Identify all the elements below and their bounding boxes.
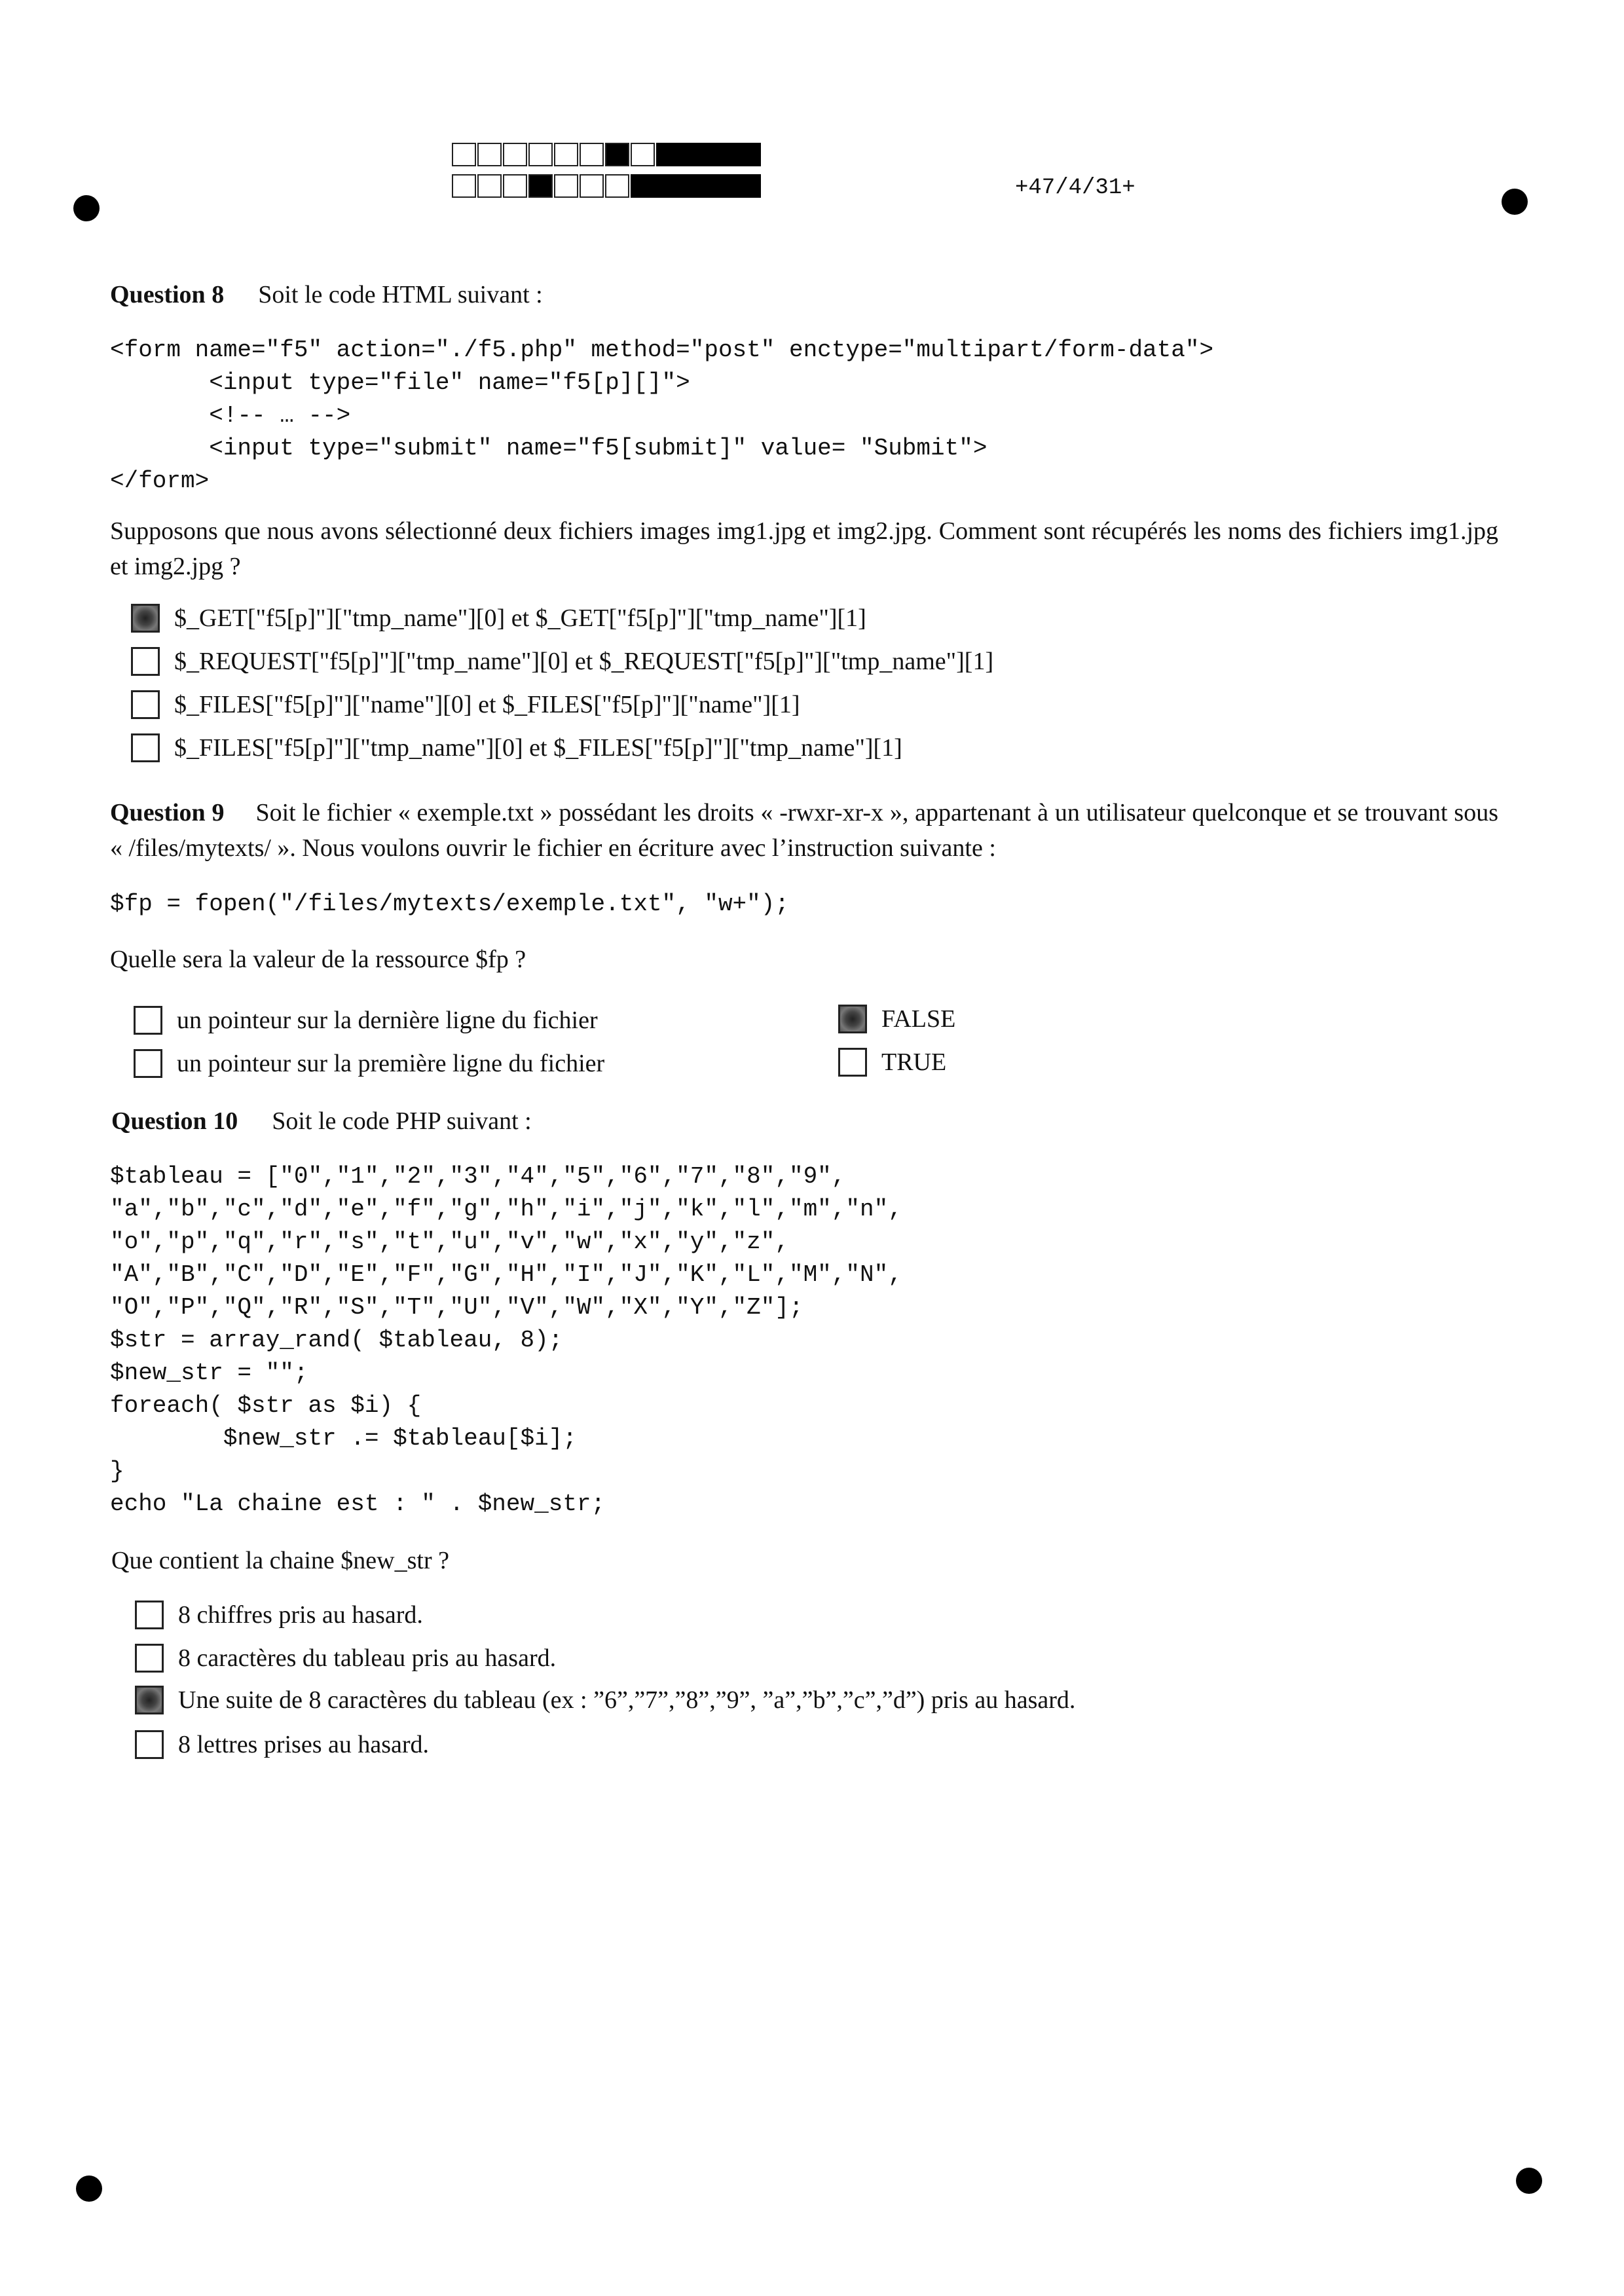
checkbox[interactable]: [135, 1601, 164, 1629]
checkbox[interactable]: [134, 1049, 162, 1078]
option-label: Une suite de 8 caractères du tableau (ex : ”6”,”7”,”8”,”9”, ”a”,”b”,”c”,”d”) pris au hasard.: [178, 1686, 1076, 1714]
code-line: "a","b","c","d","e","f","g","h","i","j","k","l","m","n",: [110, 1196, 902, 1223]
checkbox[interactable]: [135, 1730, 164, 1759]
option-label: $_GET["f5[p]"]["tmp_name"][0] et $_GET["f5[p]"]["tmp_name"][1]: [174, 604, 866, 632]
question-9-header: [110, 795, 1498, 866]
checkbox-checked[interactable]: [135, 1686, 164, 1714]
question-10-option-4[interactable]: [135, 1730, 429, 1759]
checkbox[interactable]: [131, 733, 160, 762]
code-line: "A","B","C","D","E","F","G","H","I","J","K","L","M","N",: [110, 1261, 902, 1288]
question-8-intro: Soit le code HTML suivant :: [258, 281, 543, 308]
code-line: echo "La chaine est : " . $new_str;: [110, 1491, 606, 1517]
checkbox[interactable]: [134, 1006, 162, 1035]
question-9-code: $fp = fopen("/files/mytexts/exemple.txt", "w+");: [110, 891, 789, 917]
question-10-question: Que contient la chaine $new_str ?: [111, 1547, 449, 1574]
question-9-option-4[interactable]: [838, 1048, 946, 1077]
checkbox-checked[interactable]: [838, 1005, 867, 1033]
option-label: 8 caractères du tableau pris au hasard.: [178, 1644, 557, 1672]
question-10-code: [110, 1160, 902, 1521]
code-line: $tableau = ["0","1","2","3","4","5","6","7","8","9",: [110, 1163, 846, 1190]
question-10-header: [111, 1107, 532, 1136]
question-9-intro: Soit le fichier « exemple.txt » possédant les droits « -rwxr-xr-x », appartenant à un utilisateur quelconque et se trouvant sous « /files/mytexts/ ». Nous voulons ouvrir le fichier en écriture avec l’instruction suivante :: [110, 799, 1498, 862]
code-line: }: [110, 1458, 124, 1485]
code-line: <!-- … -->: [110, 402, 351, 429]
registration-mark-bottom-left: [76, 2176, 102, 2202]
checkbox[interactable]: [135, 1644, 164, 1673]
checkbox[interactable]: [838, 1048, 867, 1077]
question-10-number: Question 10: [111, 1107, 238, 1135]
registration-mark-bottom-right: [1516, 2168, 1542, 2194]
question-9-option-2[interactable]: [134, 1049, 604, 1078]
question-10-option-1[interactable]: [135, 1601, 423, 1629]
question-8-option-1[interactable]: [131, 604, 866, 633]
code-line: $new_str = "";: [110, 1360, 308, 1386]
option-label: un pointeur sur la première ligne du fichier: [177, 1050, 605, 1077]
question-10-intro: Soit le code PHP suivant :: [272, 1107, 532, 1135]
option-label: TRUE: [881, 1048, 947, 1076]
question-10-option-3[interactable]: [135, 1686, 1075, 1714]
code-line: $new_str .= $tableau[$i];: [110, 1425, 577, 1452]
option-label: 8 chiffres pris au hasard.: [178, 1601, 423, 1629]
code-line: <input type="file" name="f5[p][]">: [110, 369, 690, 396]
code-line: $str = array_rand( $tableau, 8);: [110, 1327, 563, 1354]
registration-mark-top-left: [73, 195, 100, 221]
checkbox[interactable]: [131, 690, 160, 719]
code-line: "O","P","Q","R","S","T","U","V","W","X","Y","Z"];: [110, 1294, 803, 1321]
question-8-option-2[interactable]: [131, 647, 993, 676]
code-line: <form name="f5" action="./f5.php" method="post" enctype="multipart/form-data">: [110, 337, 1214, 363]
option-label: FALSE: [881, 1005, 956, 1033]
question-8-code: [110, 334, 1213, 498]
page-identifier: +47/4/31+: [1015, 176, 1135, 200]
code-line: foreach( $str as $i) {: [110, 1392, 422, 1419]
code-line: "o","p","q","r","s","t","u","v","w","x","y","z",: [110, 1229, 789, 1255]
question-9-question: Quelle sera la valeur de la ressource $fp ?: [110, 946, 526, 973]
page-barcode-row-2: [452, 174, 761, 200]
question-9-number: Question 9: [110, 799, 225, 826]
option-label: $_FILES["f5[p]"]["name"][0] et $_FILES["f5[p]"]["name"][1]: [174, 691, 800, 718]
question-8-number: Question 8: [110, 281, 225, 308]
question-10-option-2[interactable]: [135, 1644, 556, 1673]
code-line: </form>: [110, 468, 210, 494]
question-8-text: Supposons que nous avons sélectionné deux fichiers images img1.jpg et img2.jpg. Comment sont récupérés les noms des fichiers img1.jpg et img2.jpg ?: [110, 517, 1498, 580]
option-label: $_REQUEST["f5[p]"]["tmp_name"][0] et $_REQUEST["f5[p]"]["tmp_name"][1]: [174, 648, 994, 675]
question-8-option-4[interactable]: [131, 733, 902, 762]
option-label: un pointeur sur la dernière ligne du fichier: [177, 1007, 598, 1034]
page-barcode-row-1: [452, 143, 761, 169]
question-9-option-1[interactable]: [134, 1006, 598, 1035]
question-8-header: [110, 280, 543, 309]
option-label: $_FILES["f5[p]"]["tmp_name"][0] et $_FILES["f5[p]"]["tmp_name"][1]: [174, 734, 902, 762]
checkbox-checked[interactable]: [131, 604, 160, 633]
registration-mark-top-right: [1502, 189, 1528, 215]
question-8-option-3[interactable]: [131, 690, 800, 719]
checkbox[interactable]: [131, 647, 160, 676]
question-9-option-3[interactable]: [838, 1005, 955, 1033]
code-line: <input type="submit" name="f5[submit]" value= "Submit">: [110, 435, 987, 462]
option-label: 8 lettres prises au hasard.: [178, 1731, 430, 1758]
